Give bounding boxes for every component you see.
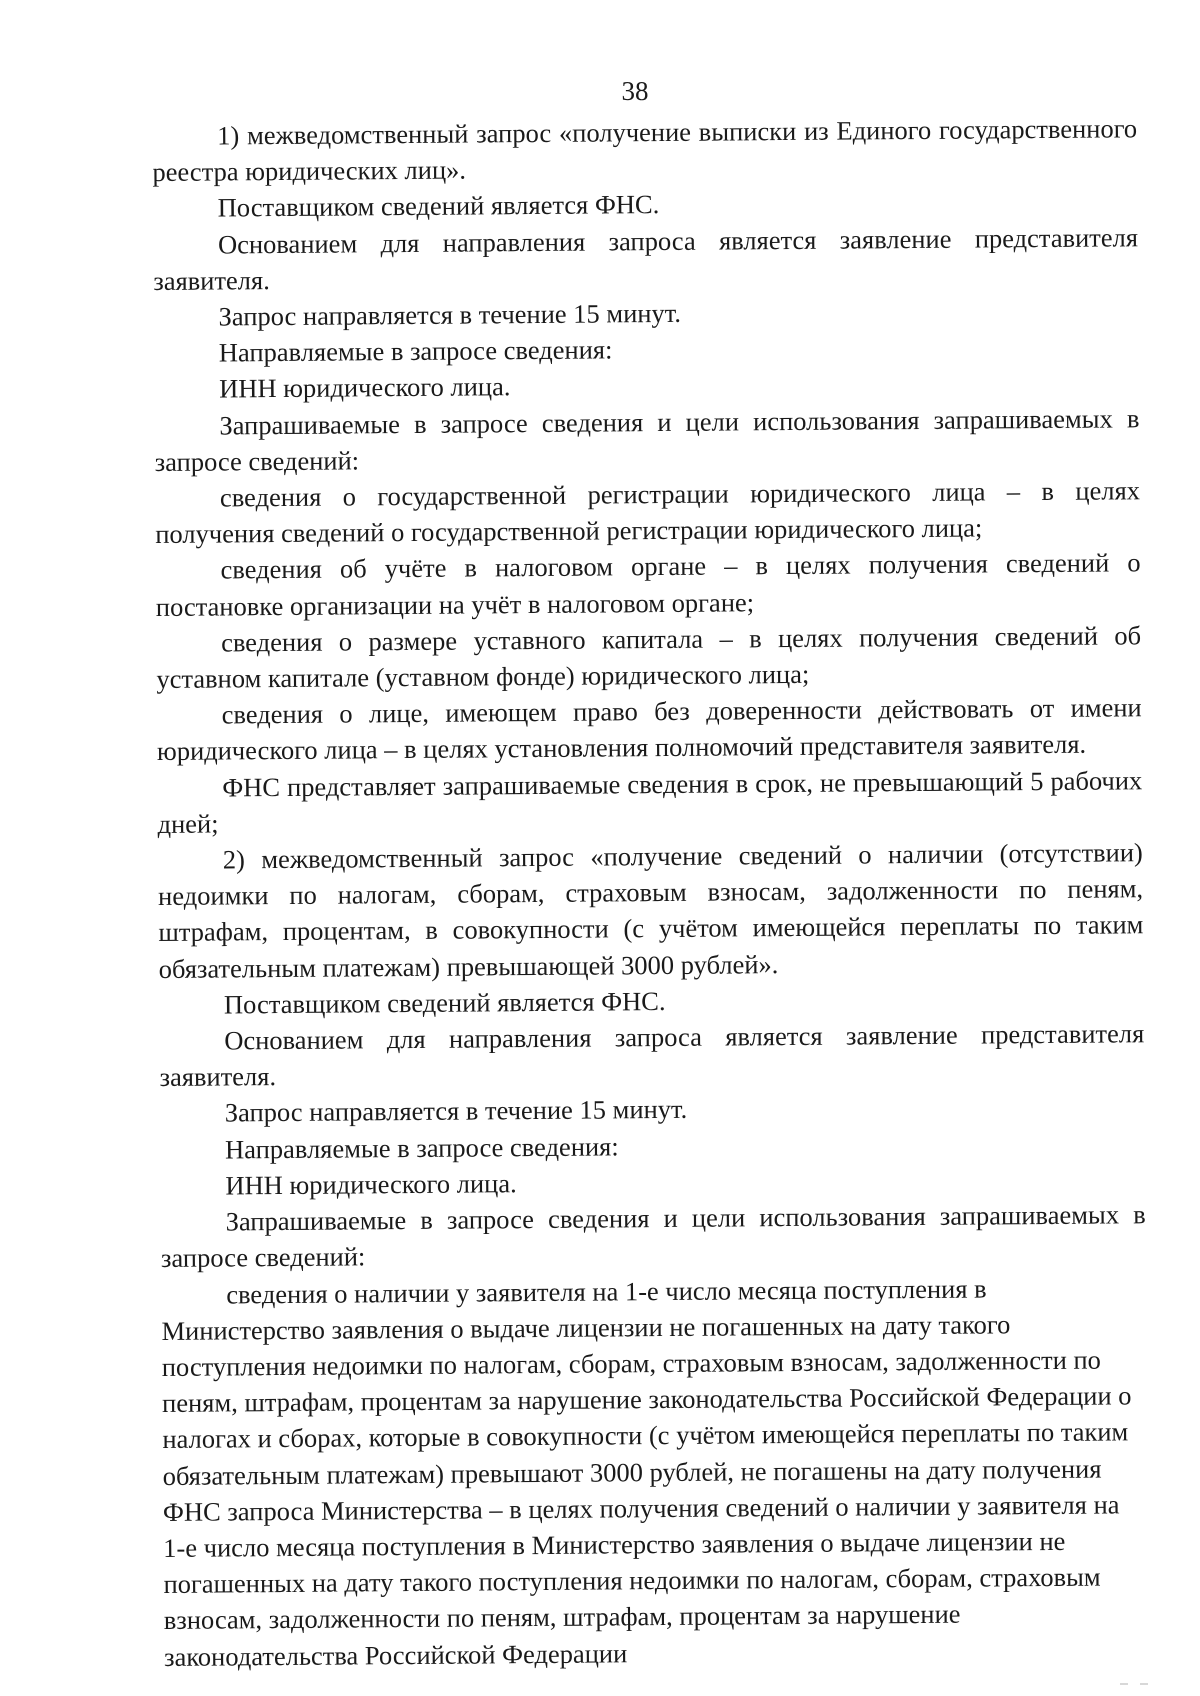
paragraph-item-2-request: 2) межведомственный запрос «получение сведений о наличии (отсутствии) недоимки по налогам, сборам, страховым взносам, задолженности по пеням, штрафам, процентам, в совокупности (с учётом имеющейся переплаты по таким обязательным платежам) превышающей 3000 рублей».: [157, 837, 1144, 984]
paragraph-basis: Основанием для направления запроса является заявление представителя заявителя.: [159, 1018, 1145, 1093]
paragraph-arrears-data: сведения о наличии у заявителя на 1-е число месяца поступления в Министерство заявления о выдаче лицензии не погашенных на дату такого поступления недоимки по налогам, сборам, страховым взносам, задолженности по пеням, штрафам, процентам за нарушение законодательства Российской Федерации о налогах и сборах, которые в совокупности (с учётом имеющейся переплаты по таким обязательным платежам) превышают 3000 рублей, не погашены на дату получения ФНС запроса Министерства – в целях получения сведений о наличии у заявителя на 1-е число месяца поступления в Министерство заявления о выдаче лицензии не погашенных на дату такого поступления недоимки по налогам, сборам, страховым взносам, задолженности по пеням, штрафам, процентам за нарушение законодательства Российской Федерации: [161, 1272, 1132, 1672]
paragraph-registration-data: сведения о государственной регистрации юридического лица – в целях получения сведений о государственной регистрации юридического лица;: [155, 475, 1141, 550]
paragraph-requested-data-heading: Запрашиваемые в запросе сведения и цели использования запрашиваемых в запросе сведений:: [154, 402, 1140, 477]
paragraph-timing: Запрос направляется в течение 15 минут.: [218, 297, 682, 332]
page-number: 38: [621, 76, 649, 106]
paragraph-provider: Поставщиком сведений является ФНС.: [217, 189, 660, 223]
paragraph-basis: Основанием для направления запроса является заявление представителя заявителя.: [153, 221, 1139, 296]
paragraph-capital-data: сведения о размере уставного капитала – в целях получения сведений об уставном капитале (уставном фонде) юридического лица;: [156, 620, 1142, 695]
paragraph-response-term: ФНС представляет запрашиваемые сведения в срок, не превышающий 5 рабочих дней;: [157, 764, 1143, 839]
paragraph-item-1-request: 1) межведомственный запрос «получение выписки из Единого государственного реестра юридических лиц».: [152, 113, 1138, 188]
paragraph-sent-data: ИНН юридического лица.: [225, 1168, 517, 1201]
paragraph-timing: Запрос направляется в течение 15 минут.: [224, 1094, 688, 1128]
paragraph-sent-data: ИНН юридического лица.: [219, 371, 511, 404]
paragraph-sent-data-heading: Направляемые в запросе сведения:: [218, 334, 613, 368]
paragraph-requested-data-heading: Запрашиваемые в запросе сведения и цели использования запрашиваемых в запросе сведений:: [160, 1199, 1146, 1274]
paragraph-sent-data-heading: Направляемые в запросе сведения:: [224, 1131, 619, 1165]
paragraph-authorized-person-data: сведения о лице, имеющем право без доверенности действовать от имени юридического лица – в целях установления полномочий представителя заявителя.: [156, 692, 1142, 767]
document-body: [152, 110, 1149, 1674]
paragraph-tax-registration-data: сведения об учёте в налоговом органе – в целях получения сведений о постановке организации на учёт в налоговом органе;: [155, 547, 1141, 622]
paragraph-provider: Поставщиком сведений является ФНС.: [223, 985, 666, 1020]
scan-artifact: [1120, 1672, 1180, 1676]
